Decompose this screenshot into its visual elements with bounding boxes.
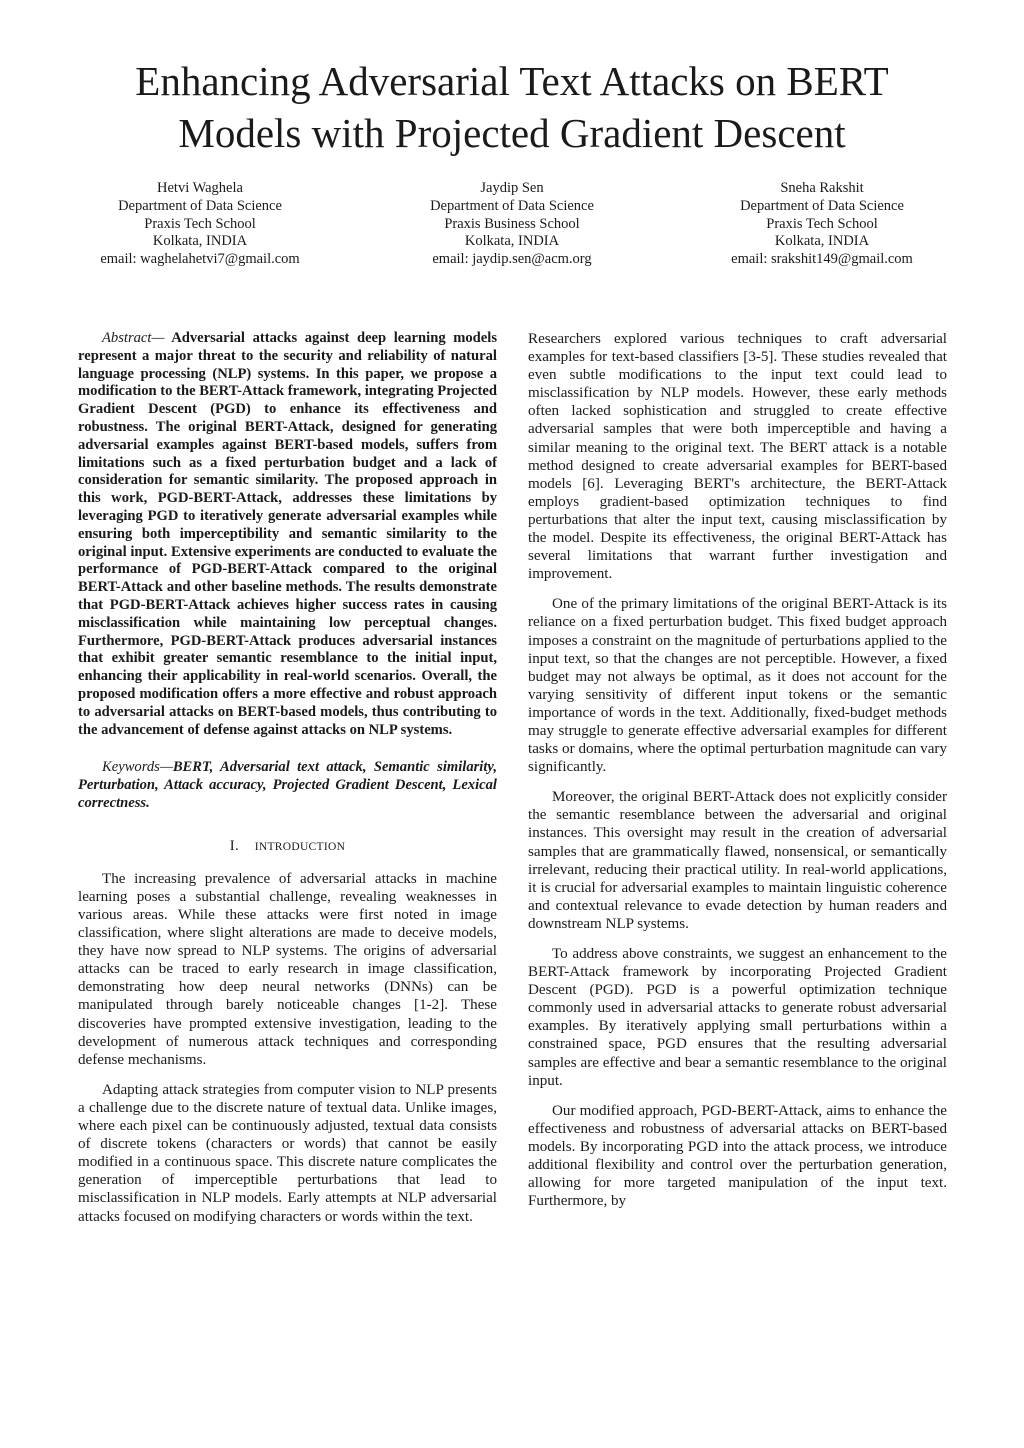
right-column (528, 330, 947, 1210)
abstract (78, 330, 497, 739)
body-paragraph: Moreover, the original BERT-Attack does not explicitly consider the semantic resemblance between the adversarial and original instances. This oversight may result in the creation of adversarial samples that are grammatically flawed, nonsensical, or semantically irrelevant, reducing their practical utility. In real-world applications, it is crucial for adversarial examples to maintain linguistic coherence and contextual relevance to evade detection by human readers and downstream NLP systems. (528, 789, 947, 932)
body-paragraph: Researchers explored various techniques to craft adversarial examples for text-based classifiers [3-5]. These studies revealed that even subtle modifications to the input text could lead to misclassification by NLP models. However, these early methods often lacked sophistication and struggled to create effective adversarial samples that were both imperceptible and having a similar meaning to the original text. The BERT attack is a notable method designed to create adversarial examples for BERT-based models [6]. Leveraging BERT's architecture, the BERT-Attack employs gradient-based optimization techniques to find perturbations that alter the input text, causing misclassification by the model. Despite its effectiveness, the original BERT-Attack has several limitations that warrant further investigation and improvement. (528, 331, 947, 583)
author-school: Praxis Tech School (144, 215, 256, 232)
author-city: Kolkata, INDIA (464, 233, 560, 250)
author-email: email: waghelahetvi7@gmail.com (100, 251, 300, 268)
author-school: Praxis Business School (444, 215, 580, 232)
abstract-label: Abstract— (102, 330, 165, 346)
section-number: I. (229, 837, 239, 854)
abstract-text: Adversarial attacks against deep learning models represent a major threat to the security and reliability of natural language processing (NLP) systems. In this paper, we propose a modification to the BERT-Attack framework, integrating Projected Gradient Descent (PGD) to enhance its effectiveness and robustness. The original BERT-Attack, designed for generating adversarial examples against BERT-based models, suffers from limitations such as a fixed perturbation budget and a lack of consideration for semantic similarity. The proposed approach in this work, PGD-BERT-Attack, addresses these limitations by leveraging PGD to iteratively generate adversarial examples while ensuring both imperceptibility and semantic similarity to the original input. Extensive experiments are conducted to evaluate the performance of PGD-BERT-Attack compared to the original BERT-Attack and other baseline methods. The results demonstrate that PGD-BERT-Attack achieves higher success rates in causing misclassification while maintaining low perceptual changes. Furthermore, PGD-BERT-Attack produces adversarial instances that exhibit greater semantic resemblance to the initial input, enhancing their applicability in real-world scenarios. Overall, the proposed modification offers a more effective and robust approach to adversarial attacks on BERT-based models, thus contributing to the advancement of defense against attacks on NLP systems. (78, 330, 497, 738)
keywords-label: Keywords— (102, 759, 173, 776)
author-department: Department of Data Science (740, 197, 904, 214)
body-paragraph: Our modified approach, PGD-BERT-Attack, aims to enhance the effectiveness and robustness of adversarial attacks on BERT-based models. By incorporating PGD into the attack process, we introduce additional flexibility and control over the perturbation generation, allowing for more targeted manipulation of the input text. Furthermore, by (528, 1102, 947, 1210)
author-block-2 (362, 180, 662, 269)
body-paragraph: One of the primary limitations of the original BERT-Attack is its reliance on a fixed perturbation budget. This fixed budget approach imposes a constraint on the magnitude of perturbations applied to the input text, so that the changes are not perceptible. However, a fixed budget may not always be optimal, as it does not account for the varying sensitivity of different input tokens or the semantic importance of words in the text. Additionally, fixed-budget methods may struggle to generate effective adversarial examples for different tasks or domains, where the optimal perturbation magnitude can vary significantly. (528, 596, 947, 776)
author-department: Department of Data Science (430, 197, 594, 214)
author-block-1 (50, 180, 350, 269)
keywords-text: BERT, Adversarial text attack, Semantic similarity, Perturbation, Attack accuracy, Projected Gradient Descent, Lexical correctness. (78, 759, 497, 811)
paper-title (60, 55, 964, 159)
body-paragraph: Adapting attack strategies from computer vision to NLP presents a challenge due to the discrete nature of textual data. Unlike images, where each pixel can be continuously adjusted, textual data consists of discrete tokens (characters or words) that cannot be easily modified in a continuous space. This discrete nature complicates the generation of imperceptible perturbations that lead to misclassification in NLP models. Early attempts at NLP adversarial attacks focused on modifying characters or words within the text. (78, 1081, 497, 1225)
author-email: email: srakshit149@gmail.com (731, 251, 913, 268)
left-column (78, 330, 497, 1226)
author-city: Kolkata, INDIA (774, 233, 870, 250)
body-paragraph: To address above constraints, we suggest an enhancement to the BERT-Attack framework by incorporating Projected Gradient Descent (PGD). PGD is a powerful optimization technique commonly used in adversarial attacks to generate robust adversarial examples. By iteratively applying small perturbations within a constrained space, PGD ensures that the resulting adversarial samples are effective and bear a semantic resemblance to the original input. (528, 946, 947, 1089)
author-name: Sneha Rakshit (780, 180, 864, 196)
author-block-3 (672, 180, 972, 269)
author-school: Praxis Tech School (766, 215, 878, 232)
title-line-2: Models with Projected Gradient Descent (178, 110, 846, 156)
author-city: Kolkata, INDIA (152, 233, 248, 250)
author-email: email: jaydip.sen@acm.org (432, 251, 592, 268)
author-name: Jaydip Sen (480, 180, 544, 196)
body-paragraph: The increasing prevalence of adversarial attacks in machine learning poses a substantial challenge, revealing weaknesses in various areas. While these attacks were first noted in image classification, where slight alterations are made to deceive models, they have now spread to NLP systems. The origins of adversarial attacks can be traced to early research in image classification, demonstrating how deep neural networks (DNNs) can be manipulated through barely noticeable changes [1-2]. These discoveries have prompted extensive investigation, leading to the development of numerous attack techniques and corresponding defense mechanisms. (78, 870, 497, 1068)
title-line-1: Enhancing Adversarial Text Attacks on BERT (135, 58, 889, 104)
author-department: Department of Data Science (118, 197, 282, 214)
section-title: INTRODUCTION (254, 840, 346, 853)
section-heading (78, 837, 497, 856)
author-name: Hetvi Waghela (157, 180, 243, 196)
keywords (78, 759, 497, 812)
